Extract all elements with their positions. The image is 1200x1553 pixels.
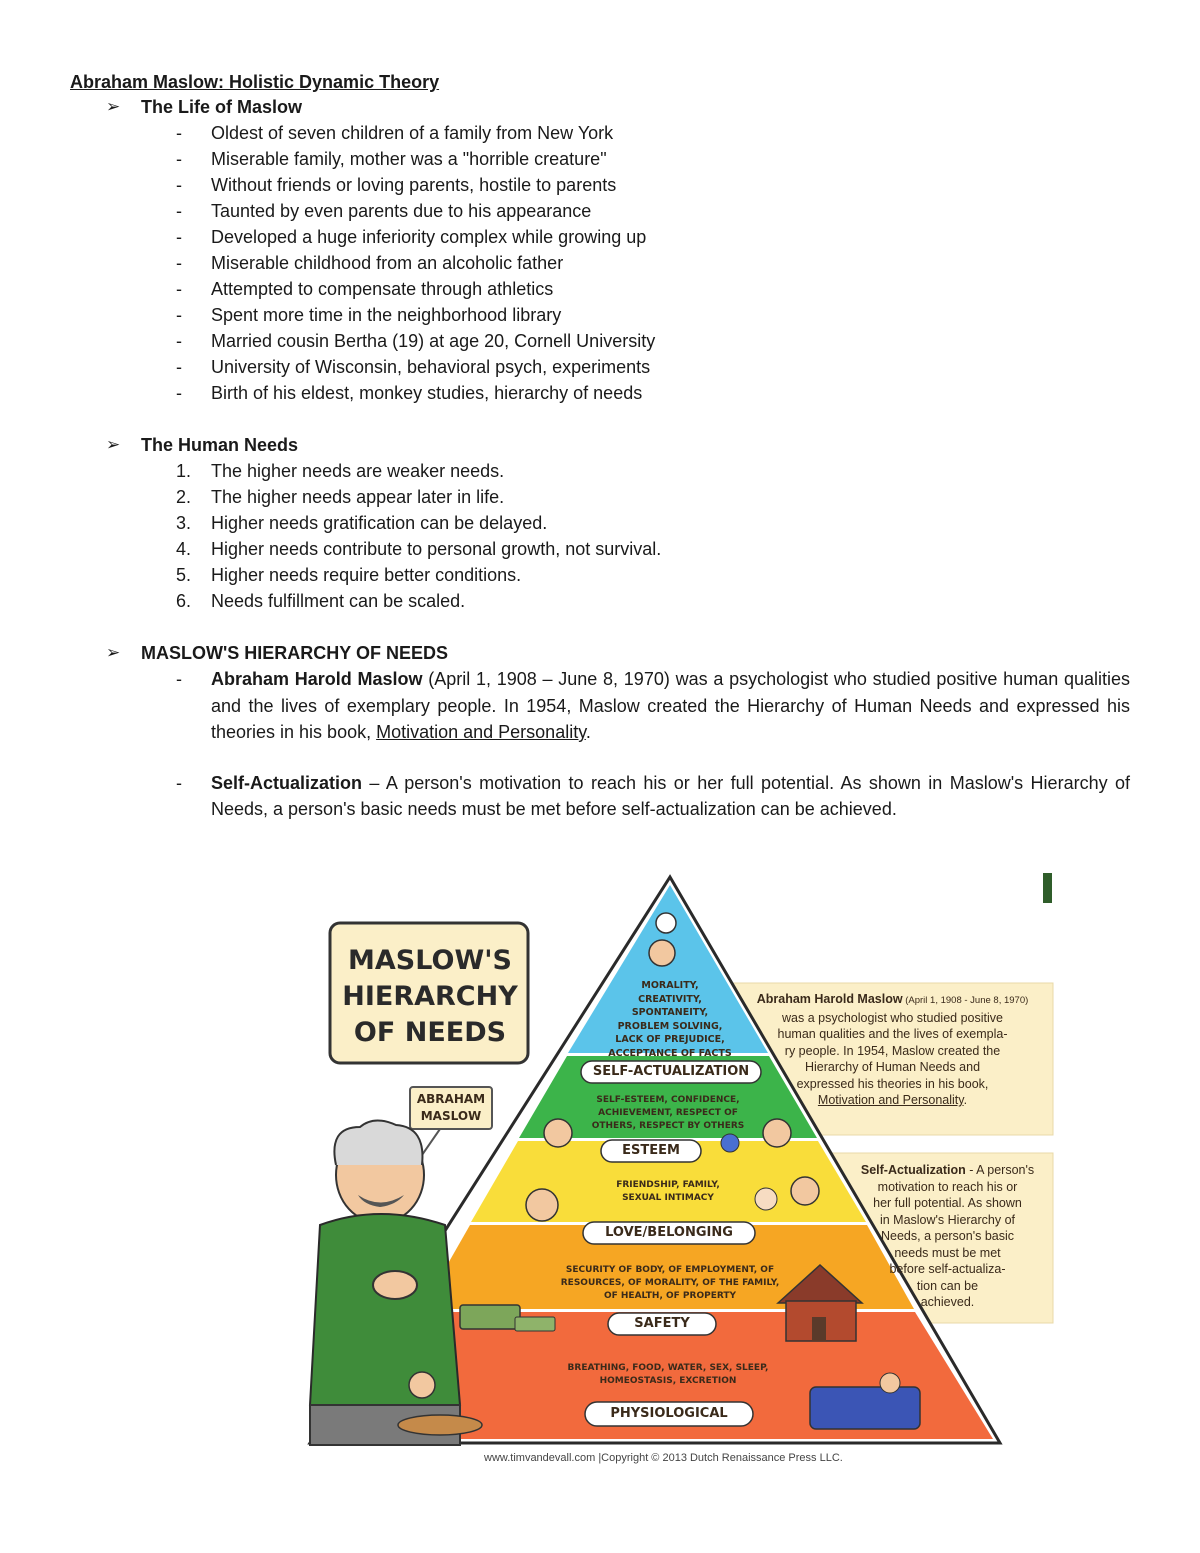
- name-tag-text: ABRAHAM MASLOW: [416, 1092, 486, 1123]
- couple-icon: [526, 1189, 558, 1221]
- needs-list-item: 2. The higher needs appear later in life.: [176, 487, 505, 507]
- book-title: Motivation and Personality: [376, 722, 586, 742]
- level-desc-safety: SECURITY OF BODY, OF EMPLOYMENT, OF RESOURCES, OF MORALITY, OF THE FAMILY, OF HEALTH, OF PROPERTY: [560, 1265, 780, 1301]
- hierarchy-heading-text: MASLOW'S HIERARCHY OF NEEDS: [141, 643, 448, 663]
- hierarchy-heading: [70, 640, 1130, 666]
- figure-copyright: www.timvandevall.com |Copyright © 2013 Dutch Renaissance Press LLC.: [484, 1452, 843, 1464]
- needs-list-item: 1. The higher needs are weaker needs.: [176, 461, 505, 481]
- life-heading-text: The Life of Maslow: [141, 97, 303, 117]
- level-label-love: LOVE/BELONGING: [605, 1225, 733, 1240]
- life-list-item: - Oldest of seven children of a family from New York: [176, 123, 614, 143]
- arrow-bullet-icon: ➢: [106, 435, 121, 454]
- life-list-item: - University of Wisconsin, behavioral psych, experiments: [176, 357, 651, 377]
- life-list-item: - Birth of his eldest, monkey studies, hierarchy of needs: [176, 383, 643, 403]
- level-label-esteem: ESTEEM: [622, 1143, 680, 1158]
- life-heading: [70, 94, 1130, 120]
- life-list-item: - Miserable family, mother was a "horrible creature": [176, 149, 607, 169]
- level-label-self-actualization: SELF-ACTUALIZATION: [592, 1064, 750, 1079]
- bio-text: (April 1, 1908 – June 8, 1970) was a psychologist who studied positive human qualities and the lives of exemplary people. In 1954, Maslow created the Hierarchy of Human Needs and expressed his theories in his book,: [211, 669, 1130, 742]
- hierarchy-section: [70, 640, 1130, 823]
- bio-name: Abraham Harold Maslow: [211, 669, 423, 689]
- life-list-item: - Miserable childhood from an alcoholic father: [176, 253, 564, 273]
- life-list-item: - Attempted to compensate through athletics: [176, 279, 554, 299]
- level-label-safety: SAFETY: [634, 1316, 690, 1331]
- needs-heading: [70, 432, 1130, 458]
- money-icon: [460, 1305, 520, 1329]
- document-title: Abraham Maslow: Holistic Dynamic Theory: [70, 72, 440, 92]
- self-actualization-term: Self-Actualization: [211, 772, 363, 793]
- maslow-sweater: [310, 1214, 460, 1405]
- sign-text: MASLOW'S HIERARCHY OF NEEDS: [342, 945, 518, 1048]
- life-section: [70, 94, 1130, 406]
- side-box-bio-text: Abraham Harold Maslow (April 1, 1908 - June 8, 1970) was a psychologist who studied positive human qualities and the lives of exempla- ry people. In 1954, Maslow created the Hierarchy of Human Needs and expressed his theories in his book, Motivation and Personality.: [756, 992, 1029, 1107]
- needs-list-item: 5. Higher needs require better conditions.: [176, 565, 522, 585]
- eating-boy-icon: [409, 1372, 435, 1398]
- level-desc-love: FRIENDSHIP, FAMILY, SEXUAL INTIMACY: [616, 1180, 720, 1203]
- needs-section: [70, 432, 1130, 614]
- bed-icon: [810, 1387, 920, 1429]
- life-list-item: - Married cousin Bertha (19) at age 20, Cornell University: [176, 331, 656, 351]
- level-desc-self-actualization: MORALITY, CREATIVITY, SPONTANEITY, PROBLEM SOLVING, LACK OF PREJUDICE, ACCEPTANCE OF FACTS: [608, 980, 732, 1059]
- thinker-icon: [649, 940, 675, 966]
- needs-heading-text: The Human Needs: [141, 435, 299, 455]
- parent-baby-icon: [791, 1177, 819, 1205]
- life-list-item: - Without friends or loving parents, hostile to parents: [176, 175, 617, 195]
- maslow-bio-paragraph: - Abraham Harold Maslow (April 1, 1908 – June 8, 1970) was a psychologist who studied positive human qualities and the lives of exemplary people. In 1954, Maslow created the Hierarchy of Human Needs and expressed his theories in his book, Motivation and Personality.: [176, 669, 1130, 742]
- needs-list-item: 6. Needs fulfillment can be scaled.: [176, 591, 466, 611]
- document-body: [70, 70, 1130, 823]
- level-label-physiological: PHYSIOLOGICAL: [610, 1406, 728, 1421]
- life-list: [70, 120, 1130, 406]
- life-list-item: - Taunted by even parents due to his appearance: [176, 201, 592, 221]
- life-list-item: - Developed a huge inferiority complex while growing up: [176, 227, 647, 247]
- needs-list-item: 4. Higher needs contribute to personal growth, not survival.: [176, 539, 662, 559]
- level-desc-physiological: BREATHING, FOOD, WATER, SEX, SLEEP, HOMEOSTASIS, EXCRETION: [567, 1363, 769, 1386]
- maslow-pyramid-figure: [300, 865, 1060, 1475]
- side-box-self-actualization-text: Self-Actualization - A person's motivation to reach his or her full potential. As shown in Maslow's Hierarchy of Needs, a person's basic needs must be met before self-actualiza- tion can be achieved.: [860, 1163, 1035, 1309]
- self-actualization-text: – A person's motivation to reach his or her full potential. As shown in Maslow's Hierarchy of Needs, a person's basic needs must be met before self-actualization can be achieved.: [211, 772, 1130, 819]
- needs-list: [70, 458, 1130, 614]
- life-list-item: - Spent more time in the neighborhood library: [176, 305, 562, 325]
- arrow-bullet-icon: ➢: [106, 643, 121, 662]
- arrow-bullet-icon: ➢: [106, 97, 121, 116]
- self-actualization-paragraph: - Self-Actualization – A person's motivation to reach his or her full potential. As shown in Maslow's Hierarchy of Needs, a person's basic needs must be met before self-actualization can be achieved.: [176, 772, 1130, 819]
- needs-list-item: 3. Higher needs gratification can be delayed.: [176, 513, 548, 533]
- level-desc-esteem: SELF-ESTEEM, CONFIDENCE, ACHIEVEMENT, RESPECT OF OTHERS, RESPECT BY OTHERS: [591, 1095, 745, 1131]
